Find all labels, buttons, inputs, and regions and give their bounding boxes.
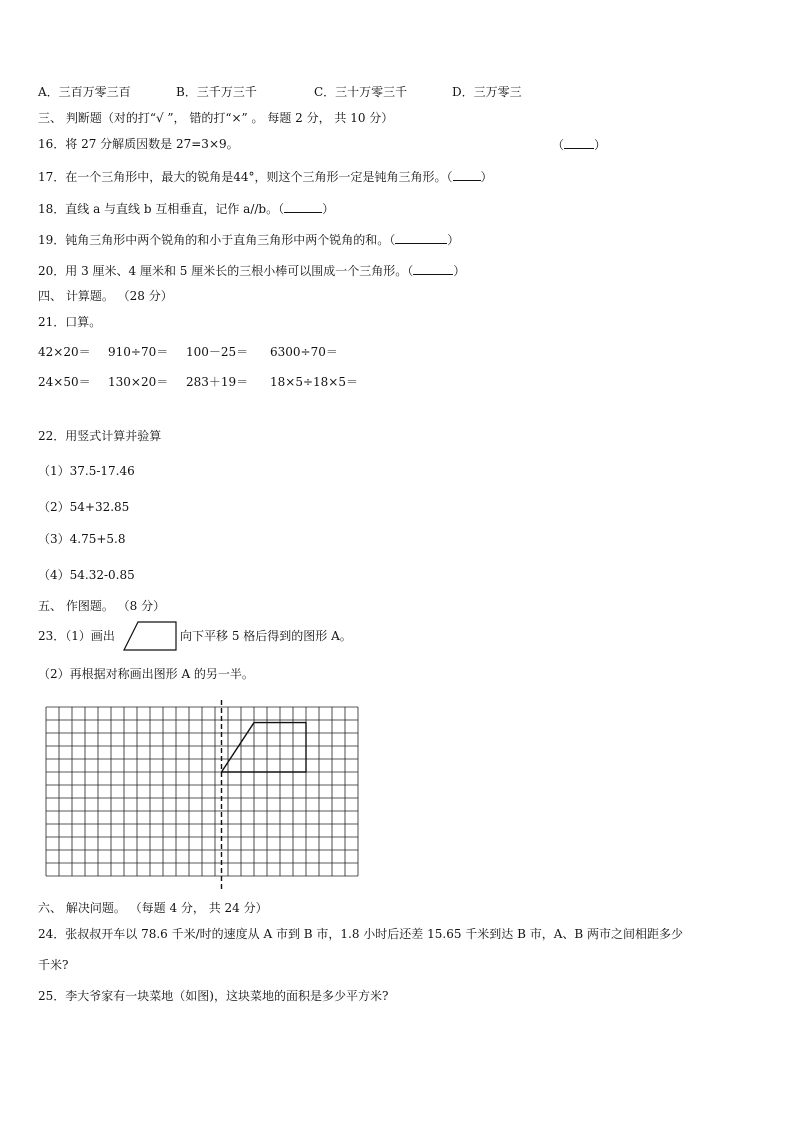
mental-calc-item: 18×5÷18×5＝ (270, 375, 358, 389)
parallelogram-figure (122, 620, 178, 652)
choice-b: B．三千万三千 (176, 85, 257, 99)
question-17: 17．在一个三角形中，最大的锐角是44°，则这个三角形一定是钝角三角形。（ ） (38, 170, 493, 184)
section-5-heading: 五、 作图题。 （8 分） (38, 599, 166, 613)
drawing-grid[interactable] (44, 700, 368, 892)
question-24-line1: 24．张叔叔开车以 78.6 千米/时的速度从 A 市到 B 市，1.8 小时后还差 15.65 千米到达 B 市，A、B 两市之间相距多少 (38, 927, 684, 941)
mental-calc-item: 100－25＝ (186, 345, 249, 359)
question-16: 16．将 27 分解质因数是 27=3×9。 (38, 137, 239, 151)
mental-calc-item: 6300÷70＝ (270, 345, 338, 359)
question-25: 25．李大爷家有一块菜地（如图)，这块菜地的面积是多少平方米? (38, 989, 389, 1003)
choice-a: A．三百万零三百 (38, 85, 131, 99)
answer-blank[interactable] (284, 200, 322, 213)
question-19: 19．钝角三角形中两个锐角的和小于直角三角形中两个锐角的和。（ ） (38, 233, 460, 247)
question-18: 18．直线 a 与直线 b 互相垂直，记作 a//b。（ ） (38, 202, 335, 216)
question-16-answer: （ ） (552, 138, 607, 152)
answer-blank[interactable] (453, 168, 481, 181)
answer-blank[interactable] (413, 262, 453, 275)
answer-blank[interactable] (395, 231, 447, 244)
section-6-heading: 六、 解决问题。 （每题 4 分， 共 24 分） (38, 901, 268, 915)
question-23-part2: （2）再根据对称画出图形 A 的另一半。 (38, 667, 254, 681)
question-23-part1-pre: 23．（1）画出 (38, 629, 115, 643)
vertical-calc-item: （2）54+32.85 (38, 500, 130, 514)
question-23-part1-post: 向下平移 5 格后得到的图形 A。 (180, 629, 352, 643)
question-21: 21．口算。 (38, 315, 102, 329)
section-4-heading: 四、 计算题。 （28 分） (38, 289, 173, 303)
mental-calc-item: 283＋19＝ (186, 375, 249, 389)
vertical-calc-item: （1）37.5-17.46 (38, 464, 135, 478)
vertical-calc-item: （3）4.75+5.8 (38, 532, 126, 546)
question-22: 22．用竖式计算并验算 (38, 429, 162, 443)
question-24-line2: 千米? (38, 958, 69, 972)
choice-d: D．三万零三 (452, 85, 522, 99)
choice-c: C．三十万零三千 (314, 85, 408, 99)
question-20: 20．用 3 厘米、4 厘米和 5 厘米长的三根小棒可以围成一个三角形。（ ） (38, 264, 466, 278)
section-3-heading: 三、 判断题（对的打“√ ”， 错的打“×” 。 每题 2 分， 共 10 分） (38, 111, 394, 125)
mental-calc-item: 910÷70＝ (108, 345, 169, 359)
mental-calc-item: 42×20＝ (38, 345, 91, 359)
vertical-calc-item: （4）54.32-0.85 (38, 568, 135, 582)
answer-blank[interactable] (564, 136, 594, 149)
mental-calc-item: 130×20＝ (108, 375, 169, 389)
mental-calc-item: 24×50＝ (38, 375, 91, 389)
